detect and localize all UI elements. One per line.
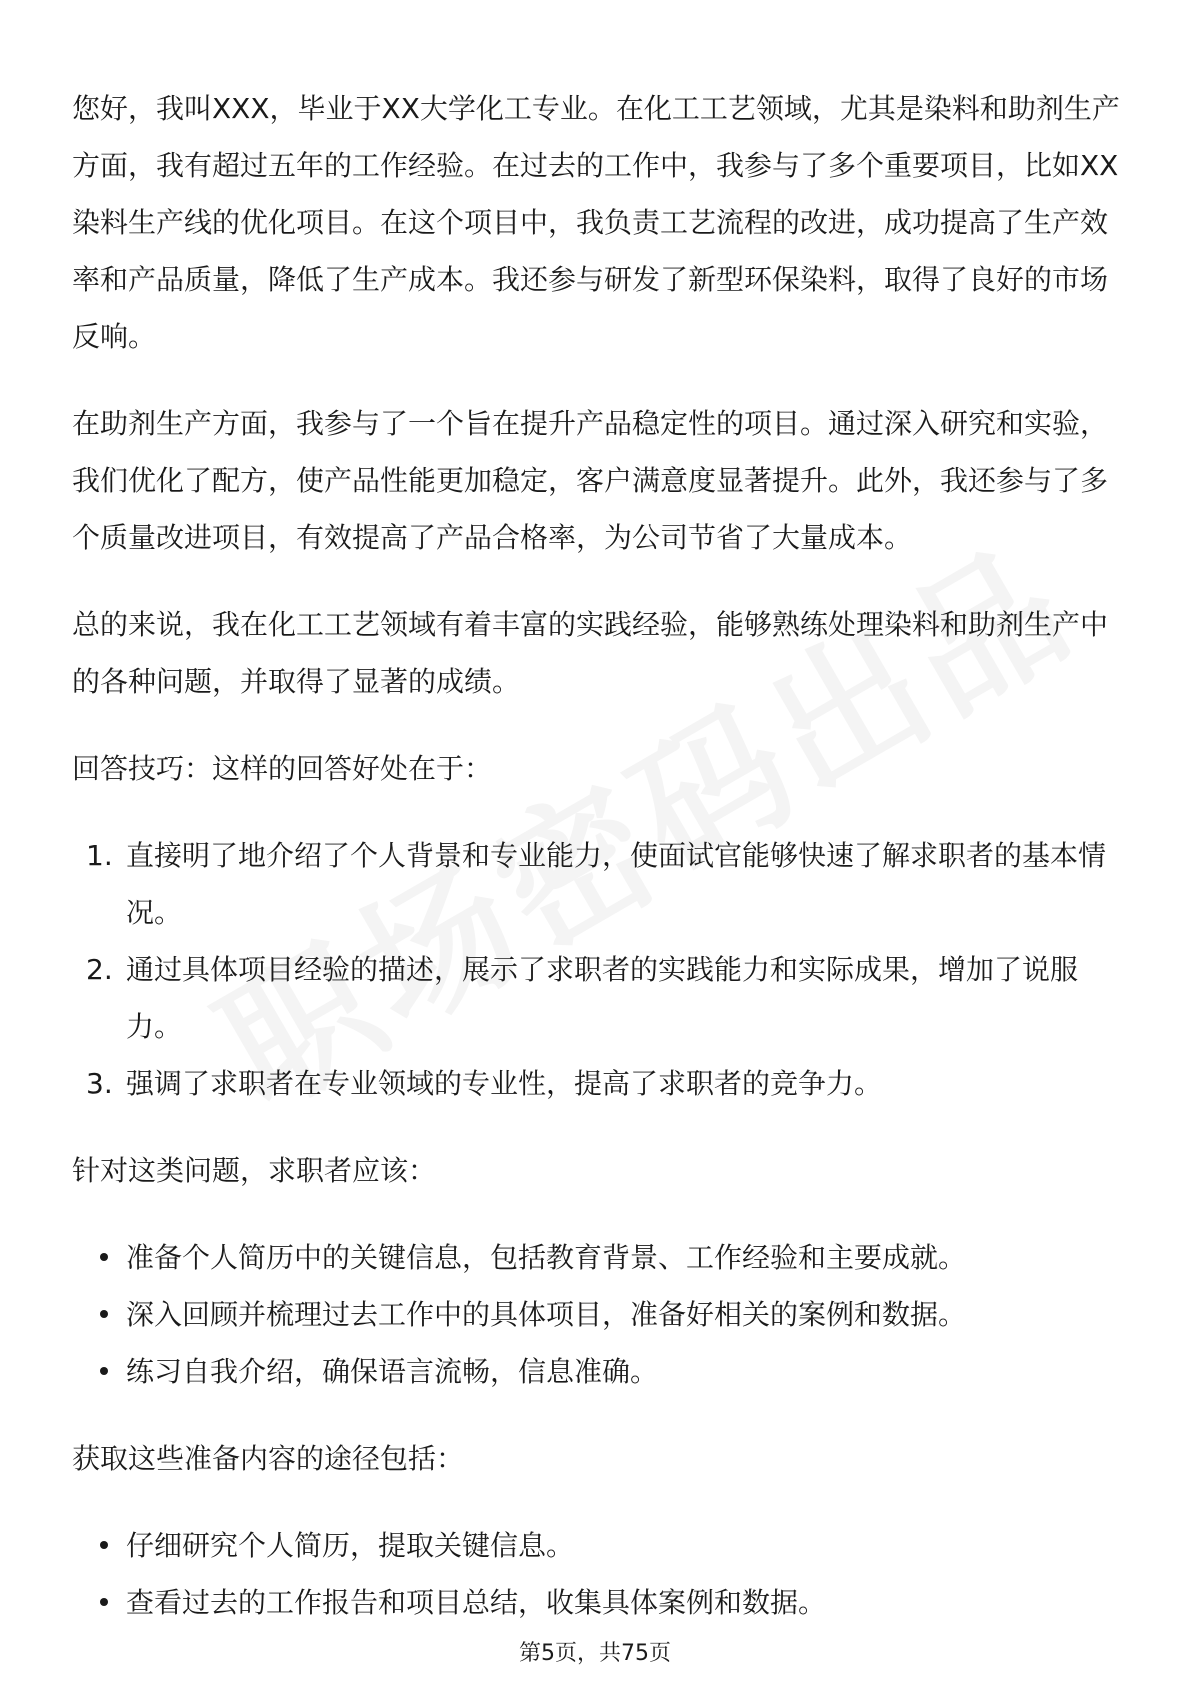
list-item-text: 强调了求职者在专业领域的专业性，提高了求职者的竞争力。: [126, 1067, 883, 1100]
bullet-icon: [100, 1310, 108, 1318]
page-number: 第5页，共75页: [519, 1641, 671, 1666]
document-body: [72, 80, 1122, 1631]
ways-list: [72, 1517, 1122, 1631]
list-item-text: 深入回顾并梳理过去工作中的具体项目，准备好相关的案例和数据。: [126, 1298, 967, 1331]
list-item-text: 查看过去的工作报告和项目总结，收集具体案例和数据。: [126, 1586, 827, 1619]
list-item-text: 通过具体项目经验的描述，展示了求职者的实践能力和实际成果，增加了说服力。: [126, 953, 1079, 1043]
paragraph-intro: 您好，我叫XXX，毕业于XX大学化工专业。在化工工艺领域，尤其是染料和助剂生产方面，我有超过五年的工作经验。在过去的工作中，我参与了多个重要项目，比如XX染料生产线的优化项目。在这个项目中，我负责工艺流程的改进，成功提高了生产效率和产品质量，降低了生产成本。我还参与研发了新型环保染料，取得了良好的市场反响。: [72, 92, 1120, 353]
tips-list-item: [72, 827, 1122, 941]
paragraph-additive: 在助剂生产方面，我参与了一个旨在提升产品稳定性的项目。通过深入研究和实验，我们优化了配方，使产品性能更加稳定，客户满意度显著提升。此外，我还参与了多个质量改进项目，有效提高了产品合格率，为公司节省了大量成本。: [72, 407, 1109, 554]
bullet-icon: [100, 1541, 108, 1549]
tips-list-item: [72, 1055, 1122, 1112]
tips-list-item: [72, 941, 1122, 1055]
bullet-icon: [100, 1253, 108, 1261]
tips-list: [72, 827, 1122, 1112]
ways-heading: 获取这些准备内容的途径包括：: [72, 1442, 465, 1475]
should-list: [72, 1229, 1122, 1400]
list-number: 1.: [86, 839, 113, 872]
paragraph-summary: 总的来说，我在化工工艺领域有着丰富的实践经验，能够熟练处理染料和助剂生产中的各种问题，并取得了显著的成绩。: [72, 608, 1109, 698]
should-list-item: [72, 1229, 1122, 1286]
list-item-text: 仔细研究个人简历，提取关键信息。: [126, 1529, 575, 1562]
bullet-icon: [100, 1367, 108, 1375]
tips-heading: 回答技巧：这样的回答好处在于：: [72, 752, 493, 785]
should-list-item: [72, 1343, 1122, 1400]
ways-list-item: [72, 1517, 1122, 1574]
list-item-text: 准备个人简历中的关键信息，包括教育背景、工作经验和主要成就。: [126, 1241, 967, 1274]
list-number: 2.: [86, 953, 113, 986]
bullet-icon: [100, 1598, 108, 1606]
should-list-item: [72, 1286, 1122, 1343]
should-heading: 针对这类问题，求职者应该：: [72, 1154, 437, 1187]
ways-list-item: [72, 1574, 1122, 1631]
list-number: 3.: [86, 1067, 113, 1100]
list-item-text: 练习自我介绍，确保语言流畅，信息准确。: [126, 1355, 659, 1388]
list-item-text: 直接明了地介绍了个人背景和专业能力，使面试官能够快速了解求职者的基本情况。: [126, 839, 1107, 929]
